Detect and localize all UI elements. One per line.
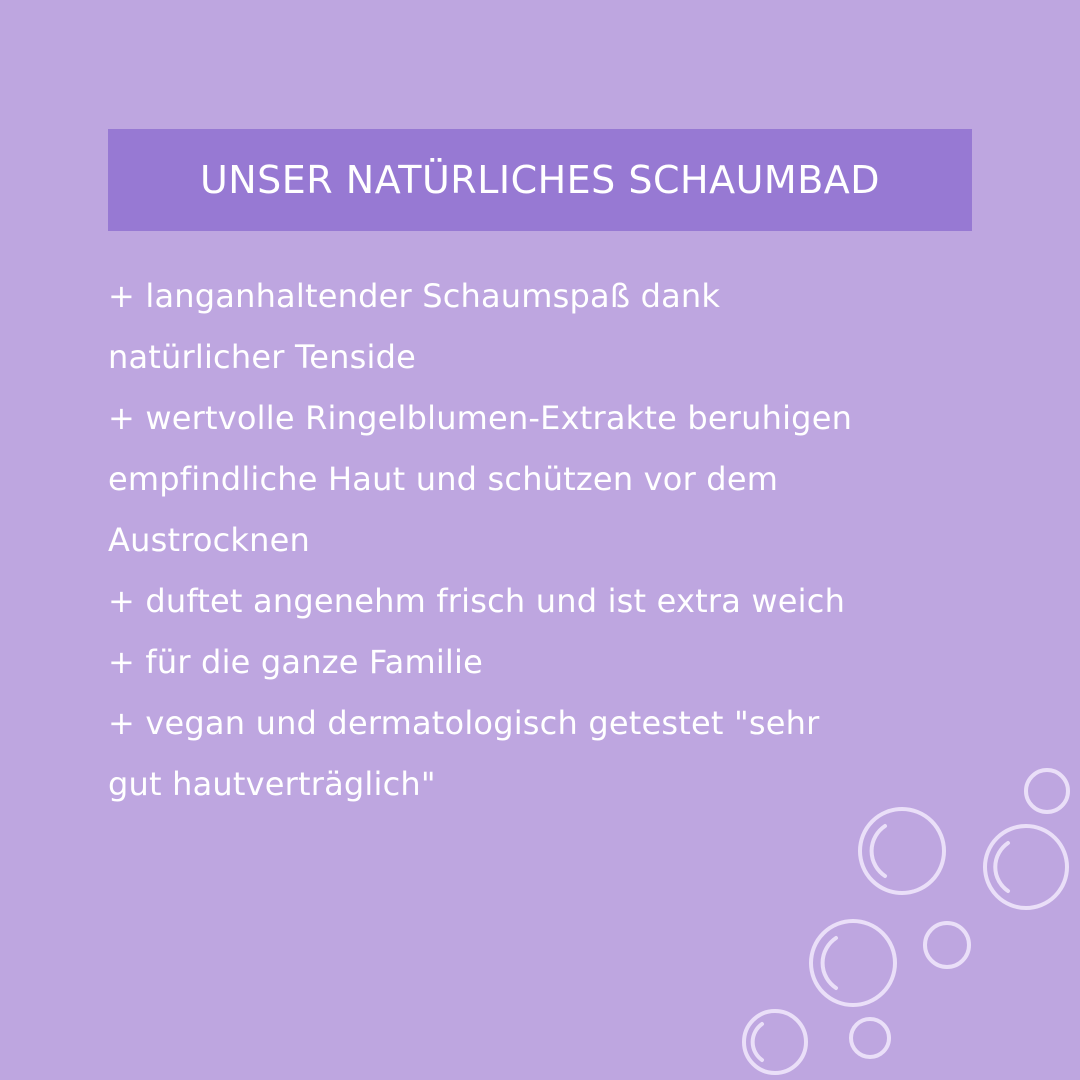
feature-list	[108, 266, 988, 815]
feature-line: natürlicher Tenside	[108, 338, 416, 376]
bubble-icon	[925, 923, 969, 967]
feature-line: empfindliche Haut und schützen vor dem	[108, 460, 779, 498]
feature-line: + für die ganze Familie	[108, 643, 483, 681]
feature-line: + vegan und dermatologisch getestet "sehr	[108, 704, 820, 742]
bubble-icon	[811, 921, 895, 1005]
page-title: UNSER NATÜRLICHES SCHAUMBAD	[199, 158, 881, 202]
bubble-icon	[985, 826, 1067, 908]
feature-line: + duftet angenehm frisch und ist extra weich	[108, 582, 846, 620]
bubble-icon	[851, 1019, 889, 1057]
bubble-icon	[744, 1011, 806, 1073]
feature-line: Austrocknen	[108, 521, 310, 559]
bubble-icon	[1026, 770, 1068, 812]
feature-line: + wertvolle Ringelblumen-Extrakte beruhigen	[108, 399, 853, 437]
feature-line: + langanhaltender Schaumspaß dank	[108, 277, 721, 315]
feature-line: gut hautverträglich"	[108, 765, 436, 803]
bubble-icon	[860, 809, 944, 893]
title-banner	[108, 129, 972, 231]
